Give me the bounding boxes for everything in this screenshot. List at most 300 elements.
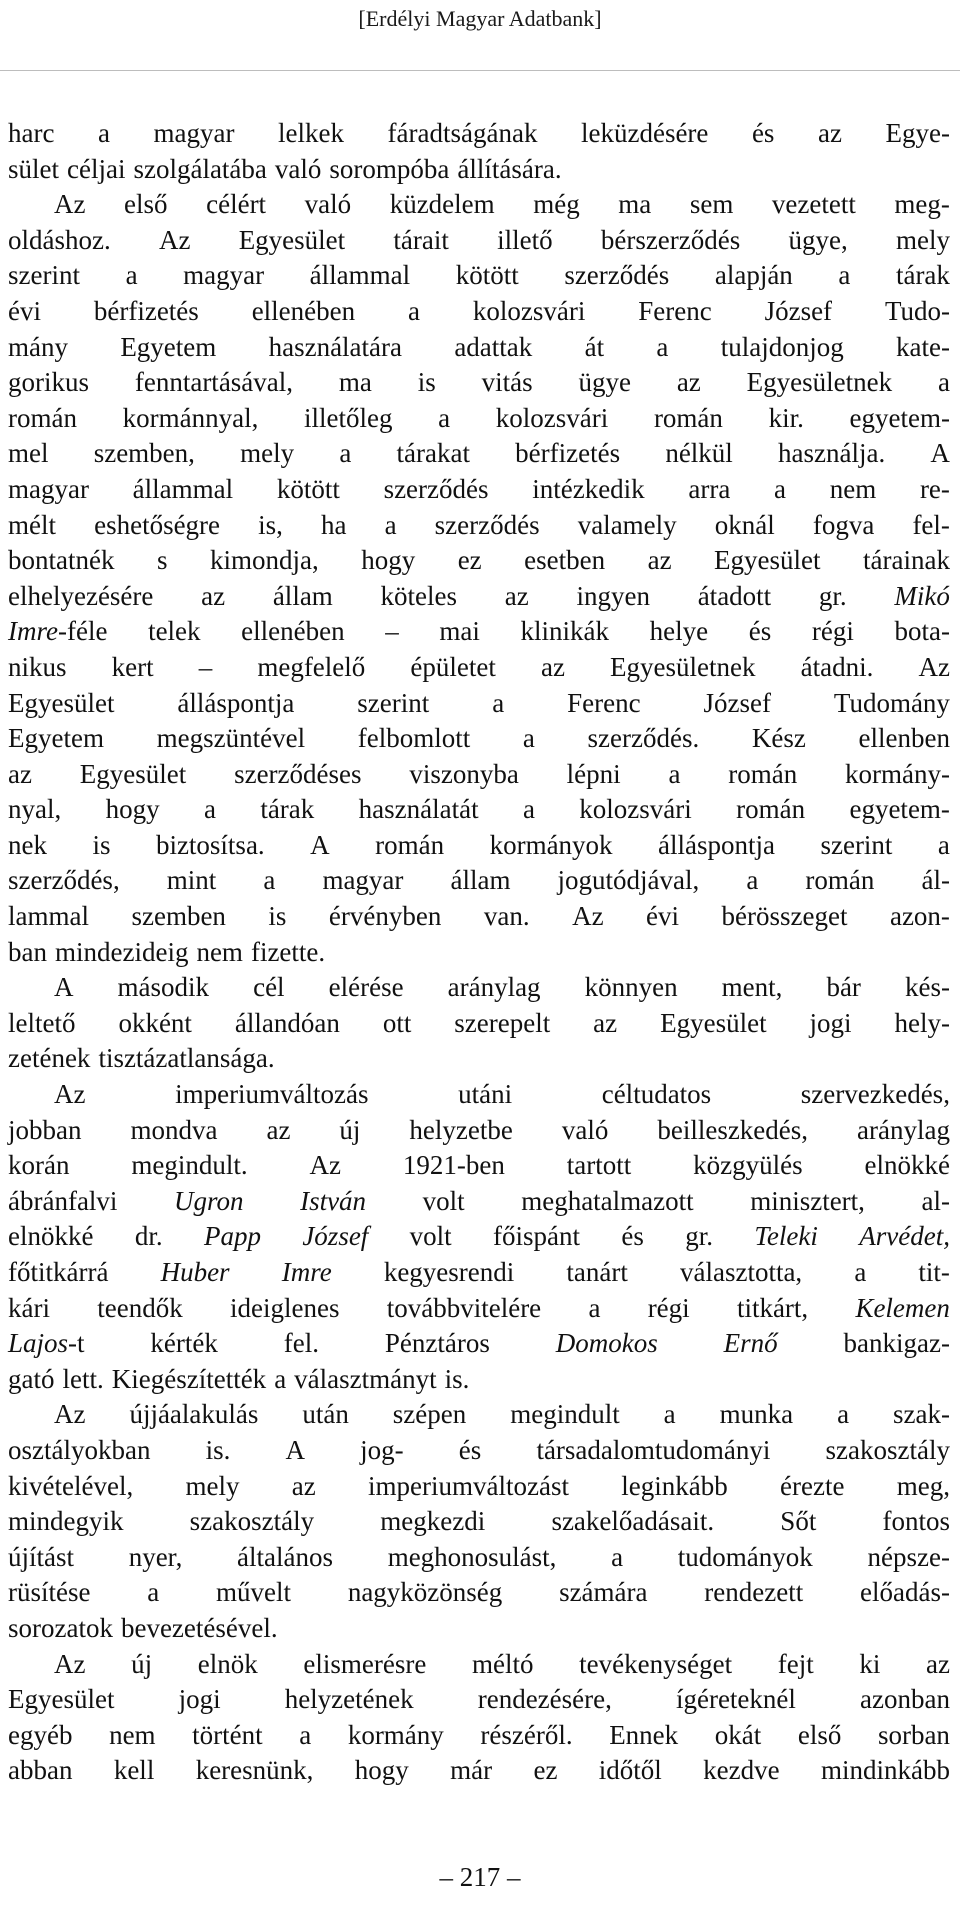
- word: sorban: [877, 1719, 950, 1750]
- word: meghonosulást,: [387, 1541, 557, 1572]
- word: mindinkább: [820, 1755, 950, 1786]
- word: a: [438, 402, 451, 433]
- word: román: [375, 829, 445, 860]
- text-line: [8, 543, 950, 579]
- word: valamely: [577, 509, 677, 540]
- word: sorompóba: [329, 153, 450, 184]
- word: kormányok: [489, 829, 613, 860]
- word: népsze-: [867, 1541, 950, 1572]
- word: azonban: [860, 1684, 950, 1715]
- word: kir.: [768, 402, 804, 433]
- word: szerződés.: [587, 723, 700, 754]
- word: Huber: [160, 1257, 230, 1287]
- word: Az: [54, 1648, 86, 1679]
- word: és: [458, 1434, 482, 1465]
- word: szak-: [893, 1399, 950, 1430]
- word: általános: [237, 1541, 333, 1572]
- word: az: [266, 1114, 291, 1145]
- word: Az: [54, 189, 86, 220]
- word: Mikó: [894, 580, 950, 611]
- word: mindezideig: [54, 936, 189, 967]
- word: jobban: [8, 1114, 82, 1145]
- word: lammal: [8, 901, 89, 932]
- word: szerint: [820, 829, 893, 860]
- text-line: [8, 294, 950, 330]
- word: sem: [689, 189, 734, 220]
- word: a: [203, 794, 216, 825]
- word: hogy: [361, 545, 416, 576]
- word: ingyen: [576, 580, 650, 611]
- word: -t: [68, 1328, 85, 1359]
- word: nikus: [8, 651, 67, 682]
- word: jogi: [809, 1007, 852, 1038]
- word: mélt: [8, 509, 56, 540]
- word: kötött: [455, 260, 519, 291]
- word: imperiumváltozás: [175, 1079, 369, 1110]
- word: Az: [54, 1399, 86, 1430]
- word: A: [285, 1434, 306, 1465]
- word: bérfizetés: [93, 295, 199, 326]
- word: kate-: [896, 331, 950, 362]
- word: magyar: [153, 118, 235, 148]
- text-line: [8, 1291, 950, 1327]
- word: beilleszkedés,: [657, 1114, 809, 1145]
- word: át: [584, 331, 605, 362]
- word: tárakat: [396, 438, 470, 469]
- word: József: [764, 295, 833, 326]
- word: okként: [118, 1007, 192, 1038]
- word: Egyesület: [714, 545, 821, 576]
- word: helyzetbe: [409, 1114, 513, 1145]
- word: mány: [8, 331, 68, 362]
- text-line: [8, 1041, 950, 1077]
- word: választotta,: [679, 1257, 803, 1287]
- word: tárak: [895, 260, 950, 291]
- word: re-: [919, 473, 950, 504]
- word: A: [54, 972, 74, 1003]
- word: a: [492, 687, 505, 718]
- word: mai: [439, 616, 480, 647]
- word: használatát: [358, 794, 479, 825]
- word: szépen: [392, 1399, 467, 1430]
- word: megszüntével: [156, 723, 306, 754]
- word: állam: [450, 865, 511, 896]
- word: az: [647, 545, 672, 576]
- word: kári: [8, 1292, 50, 1323]
- word: Kiegészítették: [111, 1363, 267, 1394]
- word: jog-: [360, 1434, 404, 1465]
- word: elhelyezésére: [8, 580, 154, 611]
- word: álláspontja: [177, 687, 295, 718]
- word: Egyesület: [8, 1684, 115, 1715]
- word: fontos: [882, 1506, 950, 1537]
- word: művelt: [216, 1577, 292, 1608]
- word: Az: [572, 901, 604, 932]
- word: Tudomány: [833, 687, 950, 718]
- word: részéről.: [480, 1719, 573, 1750]
- word: szerződés: [434, 509, 540, 540]
- word: nélkül: [665, 438, 733, 469]
- word: a: [656, 331, 669, 362]
- word: helye: [649, 616, 709, 647]
- word: vitás: [481, 367, 533, 398]
- word: kés-: [904, 972, 950, 1003]
- word: ez: [457, 545, 482, 576]
- word: tárait: [393, 224, 449, 255]
- word: Domokos: [555, 1328, 658, 1359]
- word: hogy: [105, 794, 160, 825]
- word: bérfizetés: [515, 438, 621, 469]
- word: a: [147, 1577, 160, 1608]
- word: kolozsvári: [495, 402, 609, 433]
- word: elnök: [197, 1648, 258, 1679]
- word: dr.: [134, 1221, 163, 1252]
- word: leküzdésére: [580, 118, 709, 148]
- text-line: [8, 1184, 950, 1220]
- word: szerződés,: [8, 865, 120, 896]
- word: tárainak: [863, 545, 950, 576]
- text-line: [8, 1148, 950, 1184]
- word: eshetőségre: [94, 509, 221, 540]
- word: érvényben: [328, 901, 442, 932]
- word: szerződés: [383, 473, 489, 504]
- text-line: [8, 757, 950, 793]
- word: az: [201, 580, 226, 611]
- word: társadalomtudományi: [536, 1434, 771, 1465]
- word: ma: [338, 367, 372, 398]
- word: román: [728, 758, 798, 789]
- word: magyar: [183, 260, 265, 291]
- text-line: [8, 152, 950, 188]
- text-line: [8, 508, 950, 544]
- word: kormány: [347, 1719, 444, 1750]
- word: és: [748, 616, 772, 647]
- word: kolozsvári: [579, 794, 692, 825]
- word: Sőt: [780, 1506, 817, 1537]
- word: is: [268, 901, 287, 932]
- word: is: [92, 829, 111, 860]
- word: álláspontja: [658, 829, 775, 860]
- word: új: [339, 1114, 361, 1145]
- word: a: [384, 509, 397, 540]
- word: állammal: [309, 260, 411, 291]
- body-text: [8, 116, 950, 1789]
- text-line: [8, 365, 950, 401]
- word: érezte: [780, 1470, 845, 1501]
- word: állítására.: [457, 153, 562, 184]
- word: biztosítsa.: [155, 829, 265, 860]
- word: ma: [618, 189, 652, 220]
- text-line: [8, 1753, 950, 1789]
- word: való: [561, 1114, 609, 1145]
- word: szemben,: [93, 438, 195, 469]
- word: egyetem-: [849, 794, 950, 825]
- word: meg-: [894, 189, 950, 220]
- word: Egyesületnek: [746, 367, 893, 398]
- word: lelkek: [278, 118, 344, 148]
- text-line: [8, 436, 950, 472]
- word: az: [676, 367, 701, 398]
- word: román: [8, 402, 77, 433]
- word: a: [937, 367, 950, 398]
- text-line: [8, 970, 950, 1006]
- word: kell: [113, 1755, 155, 1786]
- word: elérése: [328, 972, 404, 1003]
- word: van.: [483, 901, 530, 932]
- word: nem: [109, 1719, 156, 1750]
- word: főtitkárrá: [8, 1257, 109, 1287]
- word: Imre: [281, 1257, 332, 1287]
- word: történt: [192, 1719, 263, 1750]
- word: nem: [829, 473, 877, 504]
- text-line: [8, 1504, 950, 1540]
- text-line: [8, 721, 950, 757]
- word: bontatnék: [8, 545, 115, 576]
- word: gr.: [685, 1221, 714, 1252]
- word: újjáalakulás: [129, 1399, 259, 1430]
- word: számára: [559, 1577, 648, 1608]
- word: választmányt: [294, 1363, 437, 1394]
- word: és: [751, 118, 775, 148]
- text-line: [8, 1647, 950, 1683]
- word: helyzetének: [284, 1684, 414, 1715]
- word: tit-: [918, 1257, 950, 1287]
- word: a: [937, 829, 950, 860]
- word: mely: [895, 224, 950, 255]
- word: korán: [8, 1150, 70, 1181]
- word-group: [8, 1326, 85, 1362]
- word: az: [593, 1007, 618, 1038]
- word: szemben: [131, 901, 226, 932]
- word: ellenben: [858, 723, 950, 754]
- word: küzdelem: [389, 189, 495, 220]
- word: új: [131, 1648, 153, 1679]
- word: való: [304, 189, 352, 220]
- text-line: [8, 1397, 950, 1433]
- text-line: [8, 1433, 950, 1469]
- word: nyer,: [128, 1541, 183, 1572]
- page-number: – 217 –: [439, 1862, 521, 1892]
- word: épületet: [410, 651, 496, 682]
- word: mely: [240, 438, 295, 469]
- word: kimondja,: [209, 545, 319, 576]
- word: újítást: [8, 1541, 74, 1572]
- word: Lajos: [8, 1328, 69, 1359]
- word: kegyesrendi: [383, 1257, 515, 1287]
- word: Az: [918, 651, 950, 682]
- word: bérösszeget: [721, 901, 848, 932]
- word: Az: [309, 1150, 341, 1181]
- word: tulajdonjog: [720, 331, 844, 362]
- word: régi: [647, 1292, 690, 1323]
- text-line: [8, 1255, 950, 1291]
- word: meghatalmazott: [521, 1185, 694, 1216]
- word: ügye: [578, 367, 631, 398]
- word: román: [653, 402, 723, 433]
- word: első: [124, 189, 168, 220]
- word: Egyesület: [79, 758, 187, 789]
- word: az: [291, 1470, 316, 1501]
- word: keresnünk,: [195, 1755, 314, 1786]
- text-line: [8, 1540, 950, 1576]
- word: szerint: [8, 260, 80, 291]
- word: átadott: [697, 580, 772, 611]
- word: alapján: [714, 260, 793, 291]
- word: Egyetem: [120, 331, 217, 362]
- word: fáradtságának: [387, 118, 538, 148]
- word: arra: [688, 473, 731, 504]
- word: Papp: [203, 1221, 261, 1252]
- word: céltudatos: [601, 1079, 712, 1110]
- word: nek: [8, 829, 47, 860]
- text-line: [8, 650, 950, 686]
- word: a: [408, 295, 420, 326]
- word: Tudo-: [884, 295, 950, 326]
- word: aránylag: [857, 1114, 950, 1145]
- text-line: [8, 330, 950, 366]
- word: egyetem-: [849, 402, 950, 433]
- word: megkezdi: [380, 1506, 486, 1537]
- text-line: [8, 1682, 950, 1718]
- word: nagyközönség: [347, 1577, 503, 1608]
- word: telek: [148, 616, 201, 647]
- text-line: [8, 792, 950, 828]
- word: gr.: [818, 580, 847, 611]
- text-line: [8, 614, 950, 650]
- word: fel.: [283, 1328, 320, 1359]
- word: –: [385, 616, 399, 647]
- word: jogi: [178, 1684, 221, 1715]
- word: a: [588, 1292, 601, 1323]
- word: a: [611, 1541, 624, 1572]
- word: szerződéses: [234, 758, 362, 789]
- word: tartott: [566, 1150, 632, 1181]
- word: meg,: [896, 1470, 950, 1501]
- word: méltó: [472, 1648, 534, 1679]
- word: 1921-ben: [402, 1150, 505, 1181]
- word: gorikus: [8, 367, 89, 398]
- word: lépni: [566, 758, 621, 789]
- word: román: [805, 865, 875, 896]
- word: közgyülés: [693, 1150, 803, 1181]
- word: kormánnyal,: [122, 402, 259, 433]
- text-line: [8, 1219, 950, 1255]
- word: kormány-: [845, 758, 950, 789]
- word: Egye-: [885, 118, 950, 148]
- word: ott: [382, 1007, 412, 1038]
- word: Teleki: [754, 1221, 818, 1252]
- word: román: [736, 794, 806, 825]
- word: megfelelő: [257, 651, 366, 682]
- word: klinikák: [520, 616, 609, 647]
- word: az: [817, 118, 842, 148]
- word: mondva: [130, 1114, 218, 1145]
- word: célért: [206, 189, 267, 220]
- word: adattak: [454, 331, 533, 362]
- word: Ugron: [174, 1185, 244, 1216]
- word: kivételével,: [8, 1470, 134, 1501]
- word: magyar: [8, 473, 89, 504]
- word: ábránfalvi: [8, 1185, 118, 1216]
- word: József: [703, 687, 771, 718]
- word: állam: [272, 580, 333, 611]
- word: átadni.: [800, 651, 874, 682]
- word: bár: [826, 972, 861, 1003]
- text-line: [8, 223, 950, 259]
- word-group: [8, 614, 107, 650]
- word: mely: [185, 1470, 240, 1501]
- word: a: [274, 1363, 287, 1394]
- word: is.: [444, 1363, 470, 1394]
- word: hely-: [894, 1007, 950, 1038]
- word: megindult.: [131, 1150, 248, 1181]
- word: első: [797, 1719, 842, 1750]
- text-line: [8, 863, 950, 899]
- word: osztályokban: [8, 1434, 151, 1465]
- word: Az: [158, 224, 191, 255]
- word: rendezésére,: [477, 1684, 612, 1715]
- word: tisztázatlansága.: [98, 1043, 275, 1074]
- word: még: [533, 189, 580, 220]
- word: ellenében: [241, 616, 345, 647]
- word: ez: [533, 1755, 558, 1786]
- word: tanárt: [566, 1257, 628, 1287]
- text-line: [8, 1575, 950, 1611]
- word: viszonyba: [409, 758, 519, 789]
- word: Pénztáros: [384, 1328, 490, 1359]
- word: teendők: [97, 1292, 183, 1323]
- word: nem: [196, 936, 243, 967]
- word: évi: [646, 901, 680, 932]
- text-line: [8, 899, 950, 935]
- word: fogva: [812, 509, 875, 540]
- word: fenntartásával,: [134, 367, 294, 398]
- word: bérszerződés: [600, 224, 741, 255]
- word: a: [263, 865, 276, 896]
- word: leltető: [8, 1007, 76, 1038]
- word: kötött: [276, 473, 340, 504]
- word: régi: [811, 616, 854, 647]
- text-line: [8, 116, 950, 152]
- word: használja.: [778, 438, 886, 469]
- word: Ferenc: [638, 295, 712, 326]
- word: ígéreteknél: [675, 1684, 796, 1715]
- word: ál-: [921, 865, 950, 896]
- word: zetének: [8, 1043, 91, 1074]
- word: Az: [54, 1079, 86, 1110]
- word: az: [540, 651, 565, 682]
- word: lett.: [62, 1363, 104, 1394]
- word: elismerésre: [303, 1648, 427, 1679]
- header-divider: [0, 70, 960, 71]
- word: az: [8, 758, 32, 789]
- word: Egyesület: [8, 687, 115, 718]
- word: a: [125, 260, 138, 291]
- text-line: [8, 935, 950, 971]
- word: is: [417, 367, 436, 398]
- word: tudományok: [677, 1541, 813, 1572]
- word: a: [774, 473, 787, 504]
- word: a: [522, 794, 535, 825]
- word: nyal,: [8, 794, 62, 825]
- word: a: [854, 1257, 867, 1287]
- word: oldáshoz.: [8, 224, 111, 255]
- word: kezdve: [703, 1755, 780, 1786]
- word: illető: [497, 224, 553, 255]
- text-line: [8, 1718, 950, 1754]
- word: Egyesület: [660, 1007, 767, 1038]
- word: esetben: [524, 545, 606, 576]
